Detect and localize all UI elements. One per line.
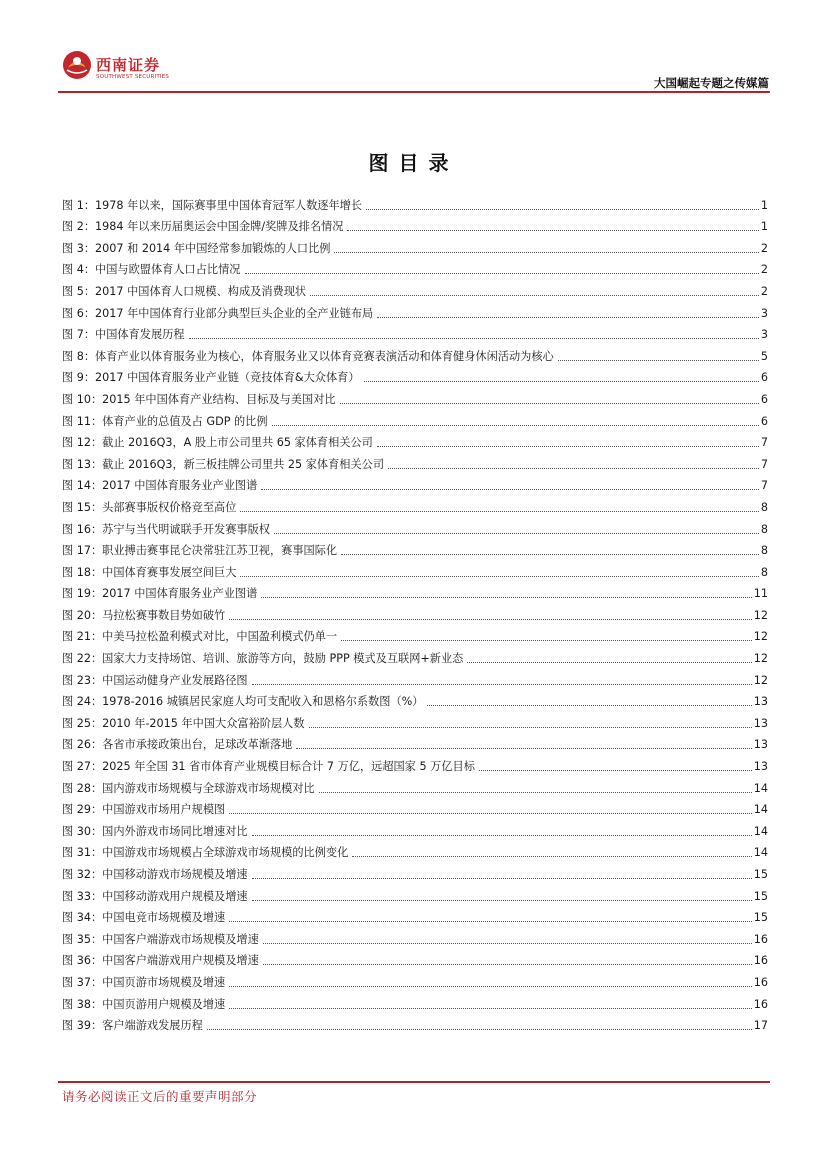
- toc-entry-label: 图 7：中国体育发展历程: [62, 328, 185, 342]
- toc-dot-leader: [229, 986, 752, 987]
- toc-entry-page: 16: [753, 954, 768, 968]
- toc-entry[interactable]: [62, 299, 768, 321]
- toc-dot-leader: [352, 856, 751, 857]
- toc-entry[interactable]: [62, 277, 768, 299]
- toc-dot-leader: [261, 597, 751, 598]
- toc-entry[interactable]: [62, 709, 768, 731]
- toc-entry-label: 图 9：2017 中国体育服务业产业链（竞技体育&大众体育）: [62, 371, 360, 385]
- toc-entry-label: 图 23：中国运动健身产业发展路径图: [62, 673, 248, 687]
- toc-entry-page: 14: [753, 824, 768, 838]
- toc-dot-leader: [377, 317, 759, 318]
- toc-entry[interactable]: [62, 407, 768, 429]
- toc-entry[interactable]: [62, 213, 768, 235]
- toc-entry-label: 图 30：国内外游戏市场同比增速对比: [62, 824, 248, 838]
- toc-dot-leader: [310, 295, 759, 296]
- toc-dot-leader: [245, 273, 759, 274]
- toc-entry-label: 图 10：2015 年中国体育产业结构、目标及与美国对比: [62, 392, 336, 406]
- toc-entry-page: 12: [753, 652, 768, 666]
- toc-entry[interactable]: [62, 515, 768, 537]
- toc-dot-leader: [263, 943, 752, 944]
- toc-entry-page: 12: [753, 630, 768, 644]
- toc-entry-page: 13: [753, 716, 768, 730]
- toc-entry-label: 图 37：中国页游市场规模及增速: [62, 975, 226, 989]
- toc-entry[interactable]: [62, 968, 768, 990]
- toc-entry-page: 12: [753, 673, 768, 687]
- toc-entry-page: 2: [760, 241, 768, 255]
- toc-entry[interactable]: [62, 644, 768, 666]
- toc-entry[interactable]: [62, 990, 768, 1012]
- toc-dot-leader: [263, 964, 752, 965]
- toc-entry[interactable]: [62, 752, 768, 774]
- toc-entry[interactable]: [62, 688, 768, 710]
- toc-entry[interactable]: [62, 321, 768, 343]
- toc-entry-label: 图 29：中国游戏市场用户规模图: [62, 803, 226, 817]
- toc-entry-page: 11: [753, 587, 768, 601]
- toc-entry[interactable]: [62, 774, 768, 796]
- toc-dot-leader: [252, 684, 752, 685]
- logo-english-name: SOUTHWEST SECURITIES: [96, 74, 170, 80]
- toc-dot-leader: [334, 252, 758, 253]
- toc-dot-leader: [366, 209, 759, 210]
- toc-dot-leader: [229, 619, 752, 620]
- company-logo: [62, 50, 182, 86]
- toc-dot-leader: [189, 338, 759, 339]
- toc-dot-leader: [240, 511, 758, 512]
- toc-dot-leader: [309, 727, 752, 728]
- toc-dot-leader: [272, 425, 759, 426]
- toc-entry-label: 图 36：中国客户端游戏用户规模及增速: [62, 954, 259, 968]
- toc-entry[interactable]: [62, 580, 768, 602]
- toc-entry-label: 图 25：2010 年-2015 年中国大众富裕阶层人数: [62, 716, 305, 730]
- toc-entry-page: 8: [760, 522, 768, 536]
- toc-entry-page: 5: [760, 349, 768, 363]
- toc-entry-page: 7: [760, 479, 768, 493]
- toc-entry[interactable]: [62, 191, 768, 213]
- toc-entry-page: 6: [760, 414, 768, 428]
- toc-dot-leader: [252, 900, 752, 901]
- toc-dot-leader: [377, 446, 759, 447]
- toc-dot-leader: [274, 533, 759, 534]
- toc-entry-page: 15: [753, 889, 768, 903]
- footer-divider: [58, 1081, 770, 1083]
- toc-entry[interactable]: [62, 731, 768, 753]
- toc-entry-page: 13: [753, 738, 768, 752]
- toc-entry[interactable]: [62, 558, 768, 580]
- toc-dot-leader: [252, 835, 752, 836]
- toc-entry-label: 图 3：2007 和 2014 年中国经常参加锻炼的人口比例: [62, 241, 331, 255]
- toc-entry-label: 图 28：国内游戏市场规模与全球游戏市场规模对比: [62, 781, 315, 795]
- toc-entry-page: 1: [760, 198, 768, 212]
- toc-entry-page: 14: [753, 846, 768, 860]
- toc-entry-page: 2: [760, 263, 768, 277]
- footer-disclaimer: 请务必阅读正文后的重要声明部分: [62, 1089, 258, 1104]
- toc-entry[interactable]: [62, 623, 768, 645]
- toc-entry-label: 图 24：1978-2016 城镇居民家庭人均可支配收入和恩格尔系数图（%）: [62, 695, 424, 709]
- toc-entry[interactable]: [62, 493, 768, 515]
- toc-entry-label: 图 4：中国与欧盟体育人口占比情况: [62, 263, 241, 277]
- figure-toc-list: [62, 191, 768, 1033]
- toc-dot-leader: [252, 878, 752, 879]
- toc-entry[interactable]: [62, 385, 768, 407]
- toc-entry-label: 图 35：中国客户端游戏市场规模及增速: [62, 932, 259, 946]
- toc-entry-label: 图 21：中美马拉松盈利模式对比，中国盈利模式仍单一: [62, 630, 338, 644]
- toc-entry-label: 图 31：中国游戏市场规模占全球游戏市场规模的比例变化: [62, 846, 349, 860]
- toc-entry-label: 图 39：客户端游戏发展历程: [62, 1019, 203, 1033]
- toc-entry-label: 图 12：截止 2016Q3，A 股上市公司里共 65 家体育相关公司: [62, 436, 373, 450]
- toc-dot-leader: [340, 403, 759, 404]
- toc-entry[interactable]: [62, 256, 768, 278]
- toc-dot-leader: [558, 360, 759, 361]
- toc-entry-page: 17: [753, 1019, 768, 1033]
- toc-entry-page: 15: [753, 911, 768, 925]
- toc-entry-label: 图 27：2025 年全国 31 省市体育产业规模目标合计 7 万亿，远超国家 5 万亿目标: [62, 760, 475, 774]
- toc-entry-page: 8: [760, 565, 768, 579]
- toc-entry[interactable]: [62, 860, 768, 882]
- toc-dot-leader: [240, 576, 758, 577]
- page-header: [0, 0, 827, 95]
- toc-dot-leader: [261, 489, 759, 490]
- toc-entry[interactable]: [62, 234, 768, 256]
- toc-entry[interactable]: [62, 666, 768, 688]
- toc-entry[interactable]: [62, 882, 768, 904]
- toc-entry-label: 图 13：截止 2016Q3，新三板挂牌公司里共 25 家体育相关公司: [62, 457, 385, 471]
- toc-entry-page: 6: [760, 371, 768, 385]
- toc-entry[interactable]: [62, 947, 768, 969]
- toc-entry-label: 图 16：苏宁与当代明诚联手开发赛事版权: [62, 522, 270, 536]
- toc-entry-page: 16: [753, 975, 768, 989]
- toc-entry[interactable]: [62, 817, 768, 839]
- logo-chinese-name: 西南证券: [96, 56, 161, 74]
- toc-dot-leader: [479, 770, 752, 771]
- toc-dot-leader: [364, 381, 759, 382]
- toc-entry-label: 图 1：1978 年以来，国际赛事里中国体育冠军人数逐年增长: [62, 198, 363, 212]
- toc-entry-page: 8: [760, 544, 768, 558]
- toc-entry-page: 8: [760, 500, 768, 514]
- toc-entry-page: 14: [753, 781, 768, 795]
- toc-entry-page: 3: [760, 306, 768, 320]
- toc-entry[interactable]: [62, 839, 768, 861]
- toc-dot-leader: [347, 230, 758, 231]
- toc-entry-label: 图 38：中国页游用户规模及增速: [62, 997, 226, 1011]
- toc-entry-page: 13: [753, 695, 768, 709]
- toc-entry-label: 图 22：国家大力支持场馆、培训、旅游等方向，鼓励 PPP 模式及互联网+新业态: [62, 652, 464, 666]
- toc-entry-label: 图 20：马拉松赛事数目势如破竹: [62, 608, 226, 622]
- toc-entry-page: 15: [753, 868, 768, 881]
- toc-dot-leader: [427, 705, 751, 706]
- toc-dot-leader: [207, 1029, 752, 1030]
- toc-entry-label: 图 2：1984 年以来历届奥运会中国金牌/奖牌及排名情况: [62, 220, 344, 234]
- toc-entry-page: 7: [760, 436, 768, 450]
- toc-title: 图目录: [368, 151, 459, 175]
- toc-entry-page: 12: [753, 608, 768, 622]
- toc-entry[interactable]: [62, 796, 768, 818]
- toc-dot-leader: [296, 748, 751, 749]
- toc-entry[interactable]: [62, 925, 768, 947]
- toc-entry-label: 图 14：2017 中国体育服务业产业图谱: [62, 479, 258, 493]
- toc-dot-leader: [229, 813, 752, 814]
- toc-dot-leader: [388, 468, 759, 469]
- logo-emblem-icon: [62, 50, 92, 80]
- toc-entry[interactable]: [62, 537, 768, 559]
- toc-entry[interactable]: [62, 472, 768, 494]
- toc-entry-label: 图 18：中国体育赛事发展空间巨大: [62, 565, 237, 579]
- toc-entry-page: 1: [760, 220, 768, 234]
- toc-entry-label: 图 26：各省市承接政策出台，足球改革渐落地: [62, 738, 293, 752]
- toc-entry-page: 16: [753, 932, 768, 946]
- report-series-title: 大国崛起专题之传媒篇: [654, 76, 769, 90]
- toc-entry-page: 2: [760, 284, 768, 298]
- toc-entry[interactable]: [62, 364, 768, 386]
- toc-dot-leader: [341, 640, 752, 641]
- toc-entry-label: 图 8：体育产业以体育服务业为核心，体育服务业又以体育竞赛表演活动和体育健身休闲活动为核心: [62, 349, 554, 363]
- toc-entry[interactable]: [62, 1012, 768, 1034]
- toc-entry[interactable]: [62, 429, 768, 451]
- toc-dot-leader: [467, 662, 751, 663]
- toc-entry-page: 14: [753, 803, 768, 817]
- toc-entry-page: 6: [760, 392, 768, 406]
- toc-entry-label: 图 5：2017 中国体育人口规模、构成及消费现状: [62, 284, 307, 298]
- toc-dot-leader: [319, 792, 752, 793]
- toc-entry-label: 图 17：职业搏击赛事昆仑决常驻江苏卫视，赛事国际化: [62, 544, 338, 558]
- toc-entry[interactable]: [62, 601, 768, 623]
- toc-dot-leader: [229, 1008, 752, 1009]
- toc-entry-page: 3: [760, 328, 768, 342]
- toc-entry-page: 13: [753, 760, 768, 774]
- toc-entry-label: 图 6：2017 年中国体育行业部分典型巨头企业的全产业链布局: [62, 306, 374, 320]
- toc-entry-page: 16: [753, 997, 768, 1011]
- toc-entry[interactable]: [62, 342, 768, 364]
- toc-entry-label: 图 15：头部赛事版权价格竞至高位: [62, 500, 237, 514]
- header-divider: [58, 91, 770, 93]
- toc-dot-leader: [341, 554, 759, 555]
- toc-entry-label: 图 33：中国移动游戏用户规模及增速: [62, 889, 248, 903]
- toc-entry-label: 图 34：中国电竞市场规模及增速: [62, 911, 226, 925]
- toc-entry[interactable]: [62, 450, 768, 472]
- toc-entry-page: 7: [760, 457, 768, 471]
- toc-entry-label: 图 19：2017 中国体育服务业产业图谱: [62, 587, 258, 601]
- toc-entry-label: 图 11：体育产业的总值及占 GDP 的比例: [62, 414, 268, 428]
- toc-dot-leader: [229, 921, 752, 922]
- toc-entry-label: 图 32：中国移动游戏市场规模及增速: [62, 868, 248, 881]
- toc-entry[interactable]: [62, 904, 768, 926]
